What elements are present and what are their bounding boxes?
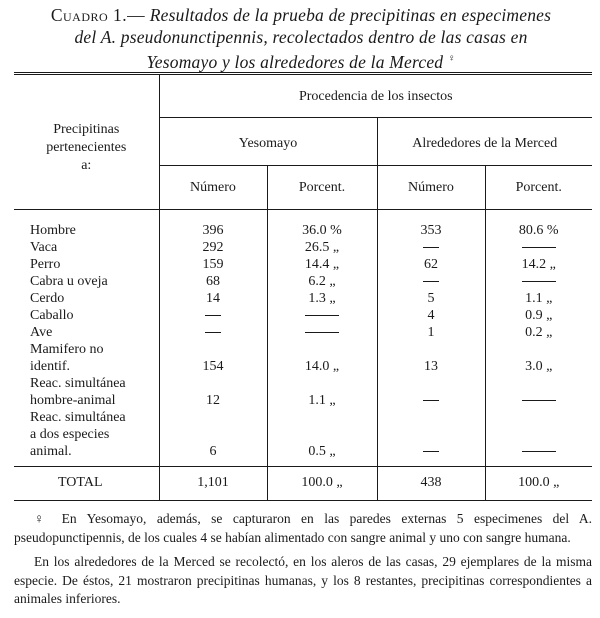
cell-value: 0.2 „ xyxy=(525,325,553,340)
row-label xyxy=(14,324,159,341)
dash-mark xyxy=(423,247,439,248)
cell-value: 5 xyxy=(427,291,435,306)
table-row xyxy=(14,273,592,290)
table-row xyxy=(14,324,592,341)
cell-value: 62 xyxy=(424,257,438,272)
dash-mark xyxy=(423,281,439,282)
cell-merced-numero xyxy=(377,341,485,375)
cell-value: 68 xyxy=(206,274,220,289)
cell-value: 1 xyxy=(427,325,435,340)
caption-line-1: Resultados de la prueba de precipitinas en especimenes xyxy=(149,5,552,25)
cell-merced-porcent xyxy=(485,239,592,256)
cell-merced-porcent xyxy=(485,256,592,273)
cell-value: 6 xyxy=(209,444,217,459)
row-label xyxy=(14,341,159,375)
col-header-merced-porcent: Porcent. xyxy=(485,166,592,210)
cell-yesomayo-numero xyxy=(159,341,267,375)
row-label-line: Vaca xyxy=(30,240,58,255)
cell-yesomayo-porcent xyxy=(267,409,377,467)
dash-mark xyxy=(205,315,221,316)
cell-value: 1.1 „ xyxy=(525,291,553,306)
cell-merced-porcent xyxy=(485,273,592,290)
row-label-line: Mamifero no xyxy=(30,342,104,357)
row-label-line: Reac. simultánea xyxy=(30,376,126,391)
cell-value: 12 xyxy=(206,393,220,408)
cell-merced-numero xyxy=(377,375,485,409)
results-table xyxy=(14,72,592,501)
cell-value: 0.5 „ xyxy=(308,444,336,459)
dash-mark xyxy=(305,332,339,333)
row-label-line: Perro xyxy=(30,257,61,272)
row-header-line: pertenecientes xyxy=(46,140,127,155)
cell-value: 1.3 „ xyxy=(308,291,336,306)
row-label-line: Caballo xyxy=(30,308,74,323)
row-label-line: Reac. simultánea xyxy=(30,410,126,425)
table-caption xyxy=(14,4,588,73)
table-row xyxy=(14,290,592,307)
cell-yesomayo-porcent xyxy=(267,273,377,290)
caption-line-3: Yesomayo y los alrededores de la Merced xyxy=(146,51,444,72)
cell-yesomayo-porcent xyxy=(267,290,377,307)
footnote-mark: ♀ xyxy=(447,53,456,64)
row-label-line: a dos especies xyxy=(30,427,110,442)
dash-mark xyxy=(423,451,439,452)
row-label xyxy=(14,239,159,256)
cell-yesomayo-porcent xyxy=(267,210,377,240)
cell-value: 14.0 „ xyxy=(304,359,340,374)
cell-merced-porcent xyxy=(485,307,592,324)
col-header-yesomayo-numero: Número xyxy=(159,166,267,210)
cell-value: 3.0 „ xyxy=(525,359,553,374)
cell-merced-porcent xyxy=(485,375,592,409)
row-label-line: Cabra u oveja xyxy=(30,274,108,289)
cell-yesomayo-numero xyxy=(159,409,267,467)
total-label: TOTAL xyxy=(14,467,159,501)
row-header-cell xyxy=(14,74,159,210)
dash-mark xyxy=(305,315,339,316)
cell-value: 0.9 „ xyxy=(525,308,553,323)
cell-merced-porcent xyxy=(485,324,592,341)
cell-value: 4 xyxy=(427,308,435,323)
cell-yesomayo-numero xyxy=(159,210,267,240)
row-label-line: Ave xyxy=(30,325,53,340)
cell-yesomayo-numero xyxy=(159,273,267,290)
cell-yesomayo-numero xyxy=(159,324,267,341)
cell-value: 26.5 „ xyxy=(304,240,340,255)
cell-value: 80.6 % xyxy=(518,223,559,238)
cell-merced-porcent xyxy=(485,409,592,467)
row-label xyxy=(14,409,159,467)
dash-mark xyxy=(522,247,556,248)
cell-merced-numero xyxy=(377,210,485,240)
row-label xyxy=(14,290,159,307)
row-label-line: animal. xyxy=(30,444,72,459)
row-label-line: Hombre xyxy=(30,223,76,238)
dash-mark xyxy=(522,451,556,452)
row-label-line: identif. xyxy=(30,359,71,374)
cell-yesomayo-porcent xyxy=(267,239,377,256)
cell-merced-porcent xyxy=(485,210,592,240)
row-label xyxy=(14,256,159,273)
row-label xyxy=(14,375,159,409)
table-row xyxy=(14,341,592,375)
cell-yesomayo-numero xyxy=(159,307,267,324)
cell-value: 154 xyxy=(202,359,224,374)
total-merced-porcent: 100.0 „ xyxy=(485,467,592,501)
row-label xyxy=(14,273,159,290)
table-row xyxy=(14,239,592,256)
cell-value: 36.0 % xyxy=(302,223,342,238)
cell-yesomayo-numero xyxy=(159,290,267,307)
caption-line-2: del A. pseudonunctipennis, recolectados dentro de las casas en xyxy=(74,27,528,47)
cell-merced-numero xyxy=(377,307,485,324)
footnote-2: En los alrededores de la Merced se recolectó, en los aleros de las casas, 29 ejemplares de la misma especie. De éstos, 21 mostraron precipitinas humanas, y los 8 restantes, precipitinas correspondientes a animales inferiores. xyxy=(14,554,592,606)
dash-mark xyxy=(423,400,439,401)
cell-yesomayo-numero xyxy=(159,375,267,409)
cell-value: 14.2 „ xyxy=(521,257,556,272)
cell-merced-numero xyxy=(377,273,485,290)
cell-yesomayo-numero xyxy=(159,239,267,256)
table-row xyxy=(14,409,592,467)
row-header-line: a: xyxy=(81,158,92,173)
cell-merced-numero xyxy=(377,409,485,467)
caption-number: Cuadro 1.— xyxy=(50,5,146,25)
cell-value: 292 xyxy=(202,240,224,255)
place-header-yesomayo: Yesomayo xyxy=(159,118,377,166)
total-yesomayo-numero: 1,101 xyxy=(159,467,267,501)
total-merced-numero: 438 xyxy=(377,467,485,501)
footnote-1: ♀ En Yesomayo, además, se capturaron en las paredes externas 5 especimenes del A. pseudopunctipennis, de los cuales 4 se habían alimentado con sangre animal y uno con sangre humana. xyxy=(14,511,592,545)
cell-merced-numero xyxy=(377,256,485,273)
col-header-merced-numero: Número xyxy=(377,166,485,210)
place-header-merced: Alrededores de la Merced xyxy=(377,118,592,166)
table-row xyxy=(14,375,592,409)
col-header-yesomayo-porcent: Porcent. xyxy=(267,166,377,210)
dash-mark xyxy=(522,400,556,401)
cell-yesomayo-porcent xyxy=(267,341,377,375)
row-label-line: Cerdo xyxy=(30,291,65,306)
cell-yesomayo-porcent xyxy=(267,256,377,273)
cell-value: 6.2 „ xyxy=(308,274,336,289)
cell-yesomayo-porcent xyxy=(267,307,377,324)
cell-yesomayo-porcent xyxy=(267,375,377,409)
footnotes xyxy=(14,510,592,615)
cell-value: 14.4 „ xyxy=(304,257,340,272)
table-row xyxy=(14,256,592,273)
cell-merced-numero xyxy=(377,324,485,341)
cell-value: 1.1 „ xyxy=(308,393,336,408)
row-header-line: Precipitinas xyxy=(53,122,120,137)
cell-yesomayo-numero xyxy=(159,256,267,273)
cell-value: 14 xyxy=(206,291,220,306)
table-row xyxy=(14,210,592,240)
dash-mark xyxy=(522,281,556,282)
cell-value: 159 xyxy=(202,257,224,272)
group-header: Procedencia de los insectos xyxy=(159,74,592,118)
dash-mark xyxy=(205,332,221,333)
cell-yesomayo-porcent xyxy=(267,324,377,341)
cell-merced-porcent xyxy=(485,341,592,375)
cell-value: 396 xyxy=(202,223,224,238)
cell-merced-porcent xyxy=(485,290,592,307)
cell-merced-numero xyxy=(377,239,485,256)
row-label-line: hombre-animal xyxy=(30,393,116,408)
row-label xyxy=(14,307,159,324)
cell-merced-numero xyxy=(377,290,485,307)
total-yesomayo-porcent: 100.0 „ xyxy=(267,467,377,501)
table-row xyxy=(14,307,592,324)
cell-value: 13 xyxy=(424,359,438,374)
row-label xyxy=(14,210,159,240)
cell-value: 353 xyxy=(420,223,442,238)
